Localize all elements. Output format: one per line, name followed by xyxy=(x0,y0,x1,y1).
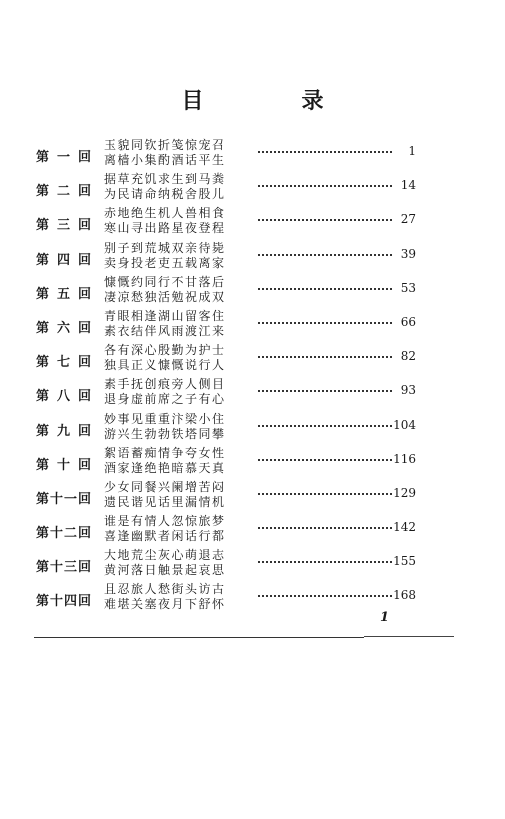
chapter-title xyxy=(104,138,254,168)
chapter-label: 第十四回 xyxy=(36,594,93,610)
dot-leader xyxy=(258,254,392,256)
toc-entry xyxy=(36,480,416,512)
toc-entry xyxy=(36,343,416,375)
entry-page-number: 14 xyxy=(400,178,416,193)
chapter-title xyxy=(104,548,254,578)
toc-entry xyxy=(36,412,416,444)
chapter-title-line-1: 素手抚创痕旁人侧目 xyxy=(104,377,226,392)
entry-page-number: 116 xyxy=(393,451,416,466)
chapter-title-line-1: 妙事见重重汴梁小住 xyxy=(104,411,226,426)
chapter-label: 第十二回 xyxy=(36,526,93,542)
chapter-title-line-1: 絮语蓄痴情争夸女性 xyxy=(104,445,226,460)
chapter-label: 第一回 xyxy=(36,150,92,165)
chapter-title xyxy=(104,275,254,305)
chapter-label: 第二回 xyxy=(36,184,92,200)
chapter-label: 第七回 xyxy=(36,355,92,371)
chapter-title xyxy=(104,309,254,339)
entry-page-number: 27 xyxy=(400,212,416,227)
chapter-title-line-2: 退身虚前席之子有心 xyxy=(104,392,226,407)
dot-leader xyxy=(258,595,392,597)
toc-entry xyxy=(36,206,416,238)
chapter-label: 第十回 xyxy=(36,457,92,473)
chapter-title-line-1: 慷慨约同行不甘落后 xyxy=(104,274,226,289)
dot-leader xyxy=(258,322,392,324)
chapter-label: 第八回 xyxy=(36,389,92,405)
chapter-label: 第十一回 xyxy=(36,491,93,507)
toc-entry xyxy=(36,138,416,170)
chapter-title xyxy=(104,172,254,202)
chapter-label: 第三回 xyxy=(36,218,92,234)
chapter-title xyxy=(104,514,254,544)
dot-leader xyxy=(258,561,392,563)
entry-page-number: 39 xyxy=(400,246,416,261)
toc-entry xyxy=(36,582,416,614)
toc-entry xyxy=(36,446,416,478)
entry-page-number: 53 xyxy=(400,280,416,295)
chapter-title-line-1: 且忍旅人愁街头访古 xyxy=(104,582,226,597)
dot-leader xyxy=(258,425,392,427)
chapter-title-line-1: 大地荒尘灰心萌退志 xyxy=(104,548,226,563)
chapter-title xyxy=(104,241,254,271)
page-title: 目 录 xyxy=(181,88,362,114)
dot-leader xyxy=(258,459,392,461)
chapter-title-line-1: 青眼相逢湖山留客住 xyxy=(104,308,226,323)
chapter-title-line-1: 少女同餐兴阑增苦闷 xyxy=(104,479,226,494)
chapter-title-line-2: 独具正义慷慨说行人 xyxy=(104,358,226,373)
chapter-title-line-2: 酒家逢绝艳暗慕天真 xyxy=(104,460,226,475)
entry-page-number: 142 xyxy=(393,520,416,535)
entry-page-number: 168 xyxy=(393,588,416,603)
footer-rule-thin xyxy=(364,636,454,637)
chapter-label: 第四回 xyxy=(36,252,92,268)
dot-leader xyxy=(258,185,392,187)
entry-page-number: 1 xyxy=(408,144,416,158)
toc-entry xyxy=(36,172,416,204)
chapter-title-line-2: 凄凉愁独活勉祝成双 xyxy=(104,289,226,304)
chapter-title xyxy=(104,206,254,236)
chapter-title xyxy=(104,412,254,442)
footer-rule xyxy=(34,637,364,638)
entry-page-number: 66 xyxy=(400,314,416,329)
dot-leader xyxy=(258,527,392,529)
dot-leader xyxy=(258,493,392,495)
entry-page-number: 155 xyxy=(393,554,416,569)
dot-leader xyxy=(258,390,392,392)
chapter-title-line-1: 赤地绝生机人兽相食 xyxy=(104,206,226,221)
toc-entry xyxy=(36,275,416,307)
chapter-label: 第五回 xyxy=(36,286,92,302)
chapter-title-line-1: 别子到荒城双亲待毙 xyxy=(104,240,226,255)
chapter-title-line-1: 各有深心殷勤为护士 xyxy=(104,343,226,358)
dot-leader xyxy=(258,219,392,221)
toc-entry xyxy=(36,309,416,341)
entry-page-number: 129 xyxy=(393,485,416,500)
toc-entry xyxy=(36,548,416,580)
chapter-title-line-2: 黄河落日触景起哀思 xyxy=(104,563,226,578)
chapter-title xyxy=(104,582,254,612)
chapter-title xyxy=(104,377,254,407)
chapter-title-line-2: 为民请命纳税舍股儿 xyxy=(104,187,226,202)
toc-entry xyxy=(36,241,416,273)
chapter-label: 第九回 xyxy=(36,423,92,439)
chapter-title-line-1: 谁是有情人忽惊旅梦 xyxy=(104,514,226,529)
chapter-title-line-2: 喜逢幽默者闲话行都 xyxy=(104,529,226,544)
entry-page-number: 93 xyxy=(400,383,416,398)
chapter-title xyxy=(104,480,254,510)
chapter-title-line-1: 据草充饥求生到马粪 xyxy=(104,172,226,187)
chapter-label: 第十三回 xyxy=(36,560,93,576)
dot-leader xyxy=(258,356,392,358)
chapter-title-line-2: 素衣结伴风雨渡江来 xyxy=(104,323,226,338)
chapter-title xyxy=(104,343,254,373)
dot-leader xyxy=(258,288,392,290)
chapter-title-line-2: 寒山寻出路星夜登程 xyxy=(104,221,226,236)
chapter-title-line-2: 遗民谐见话里漏情机 xyxy=(104,494,226,509)
chapter-title-line-2: 游兴生勃勃铁塔同攀 xyxy=(104,426,226,441)
dot-leader xyxy=(258,151,392,153)
page-number: 1 xyxy=(380,610,390,625)
toc-entry xyxy=(36,514,416,546)
entry-page-number: 82 xyxy=(400,349,416,364)
chapter-title-line-1: 玉貌同钦折笺惊宠召 xyxy=(104,138,226,152)
chapter-title xyxy=(104,446,254,476)
chapter-title-line-2: 卖身投老吏五载离家 xyxy=(104,255,226,270)
chapter-title-line-2: 难堪关塞夜月下舒怀 xyxy=(104,597,226,612)
entry-page-number: 104 xyxy=(393,417,416,432)
table-of-contents xyxy=(36,138,416,617)
chapter-title-line-2: 离樯小集酌酒话平生 xyxy=(104,153,226,167)
toc-entry xyxy=(36,377,416,409)
chapter-label: 第六回 xyxy=(36,320,92,336)
